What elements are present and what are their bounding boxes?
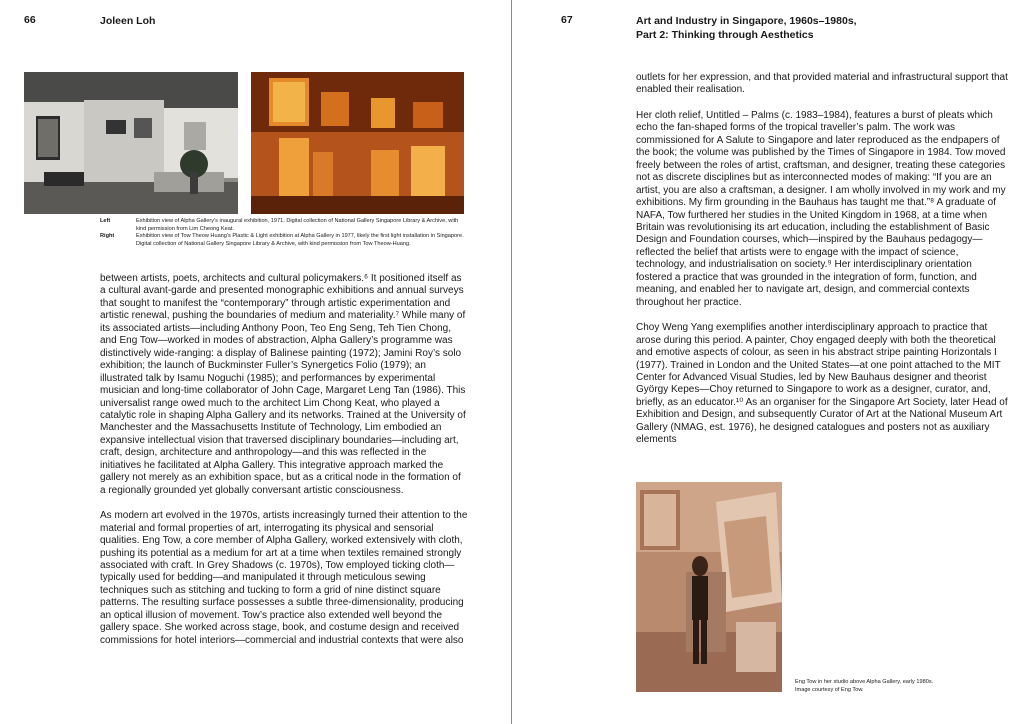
paragraph-continuation: outlets for her expression, and that provided material and infrastructural support that enabled their realisation. — [636, 72, 1008, 96]
right-page — [512, 0, 1024, 724]
caption-label-left: Left — [100, 218, 111, 224]
page-number-left: 66 — [24, 14, 36, 26]
caption-text-right: Exhibition view of Tow Theow Huang's Plastic & Light exhibition at Alpha Gallery in 1977, likely the first light installation in Singapore. Digital collection of National Gallery Singapore Library & Archive, with kind permission from Tow Theow-Huang. — [136, 233, 464, 247]
caption-label-right: Right — [100, 233, 115, 240]
figure-caption — [100, 218, 464, 248]
running-head-author: Joleen Loh — [100, 15, 156, 27]
left-page — [0, 0, 511, 724]
paragraph-eng-tow: As modern art evolved in the 1970s, artists increasingly turned their attention to the material and formal properties of art, interrogating its physical and sensorial qualities. Eng Tow, a core member of Alpha Gallery, worked extensively with cloth, pushing its potential as a medium for art at a time when textiles remained strongly associated with craft. In Grey Shadows (c. 1970s), Tow employed ticking cloth—typically used for bedding—and manipulated it through meticulous sewing techniques such as stitching and tucking to form a grid of nine distinct square patterns. The resulting surface possesses a subtle three-dimensionality, producing an optical illusion of movement. Tow’s practice also extended well beyond the gallery space. She worked across stage, book, and costume design and received commissions for hotel interiors—commercial and industrial contexts that were also — [100, 510, 468, 646]
right-body-text — [636, 72, 1008, 460]
page-number-right: 67 — [561, 14, 573, 26]
studio-photo-caption — [795, 679, 995, 694]
paragraph-alpha-gallery: between artists, poets, architects and cultural policymakers.⁶ It positioned itself as a cultural avant-garde and presented monographic exhibitions and annual surveys that sought to manifest the “contemporary” through artistic experimentation and artistic renewal, pushing the boundaries of medium and materiality.⁷ While many of its associated artists—including Anthony Poon, Teo Eng Seng, Teh Tien Chong, and Eng Tow—worked in modes of abstraction, Alpha Gallery’s programme was distinctively wide-ranging: a display of Balinese painting (1972); Jamini Roy’s solo exhibition; the launch of Buckminster Fuller’s Synergetics Folio (1979); an illustrated talk by Isamu Noguchi (1985); and performances by experimental musician and long-time collaborator of John Cage, Margaret Leng Tan (1986). This universalist range owed much to the architect Lim Chong Keat, who played a catalytic role in shaping Alpha Gallery and its networks. Trained at the University of Manchester and the Massachusetts Institute of Technology, Lim embodied an expansive intellectual vision that traversed disciplinary boundaries—including art, craft, design, architecture and anthropology—and this was reflected in the initiatives he facilitated at Alpha Gallery. This integrative approach marked the gallery not merely as an exhibition space, but as a critical node in the formation of a regionally grounded yet globally conversant artistic consciousness. — [100, 273, 466, 496]
running-head-line-1: Art and Industry in Singapore, 1960s–1980s, — [636, 15, 857, 27]
left-body-text — [100, 273, 468, 660]
studio-caption-line-2: Image courtesy of Eng Tow. — [795, 686, 864, 693]
plastic-and-light-exhibition-photo — [251, 72, 464, 214]
running-head-line-2: Part 2: Thinking through Aesthetics — [636, 29, 814, 41]
eng-tow-studio-photo — [636, 482, 782, 692]
paragraph-choy-weng-yang: Choy Weng Yang exemplifies another interdisciplinary approach to practice that arose during this period. A painter, Choy engaged deeply with both the theoretical and emotive aspects of colour, as seen in his abstract stripe painting Horizontals I (1977). Trained in London and the United States—at one point attached to the MIT Center for Advanced Visual Studies, led by New Bauhaus designer and theorist György Kepes—Choy returned to Singapore to work as a designer, curator, and, briefly, as an educator.¹⁰ As an organiser for the Singapore Art Society, later Head of Exhibition and Design, and subsequently Curator of Art at the National Museum Art Gallery (NMAG, est. 1976), he designed catalogues and posters not as auxiliary elements — [636, 322, 1008, 446]
studio-caption-line-1: Eng Tow in her studio above Alpha Gallery, early 1980s. — [795, 679, 934, 685]
alpha-gallery-inaugural-photo — [24, 72, 238, 214]
running-head-title — [636, 14, 857, 42]
caption-text-left: Exhibition view of Alpha Gallery's inaugural exhibition, 1971. Digital collection of National Gallery Singapore Library & Archive, with kind permission from Lim Cheong Keat. — [136, 218, 459, 232]
paragraph-untitled-palms: Her cloth relief, Untitled – Palms (c. 1983–1984), features a burst of pleats which echo the fan-shaped forms of the tropical traveller’s palm. The work was commissioned for A Salute to Singapore and later reproduced as the endpapers of the book; the volume was published by the Times of Singapore in 1984. Tow moved freely between the roles of artist, craftsman, and designer, treating these categories not as discrete disciplines but as interconnected modes of making: “If you are an artist, you are also a craftsman, a designer. I am wholly involved in my work and my exhibitions. My firm grounding in the Bauhaus has taught me that.”⁸ A graduate of NAFA, Tow furthered her studies in the United Kingdom in 1968, at a time when Britain was revolutionising its art education, including the establishment of Basic Design and Foundation courses, which—inspired by the Bauhaus pedagogy—reflected the belief that artists were to engage with the impact of science, technology, and industrialisation on society.⁹ Her interdisciplinary orientation fostered a practice that was grounded in the integration of form, function, and meaning, and enabled her to navigate art, design, and commercial contexts throughout her practice. — [636, 109, 1006, 308]
